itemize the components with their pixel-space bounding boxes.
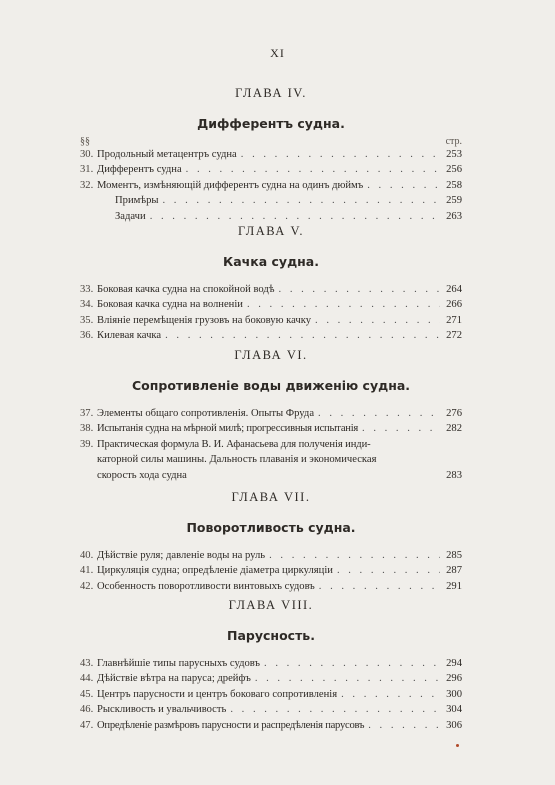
page-column-label: стр. — [445, 136, 462, 147]
chapter-6 — [80, 346, 462, 483]
leader-dots — [362, 421, 440, 436]
toc-entry[interactable]: 34. Боковая качка судна на волненіи . . . 266 — [80, 297, 462, 312]
chapter-title: Поворотливость судна. — [186, 520, 356, 535]
leader-dots — [247, 297, 440, 312]
toc-entry[interactable]: 37. Элементы общаго сопротивленія. Опыты Фруда . . . 276 — [80, 406, 462, 421]
leader-dots — [269, 548, 440, 563]
toc-entry[interactable]: 38. Испытанія судна на мѣрной милѣ; прогрессивныя испытанія . . . 282 — [80, 421, 462, 436]
toc-entry[interactable]: 33. Боковая качка судна на спокойной водѣ . . . 264 — [80, 282, 462, 297]
toc-entry[interactable]: Примѣры . . . 259 — [80, 193, 462, 208]
toc-entry[interactable]: 42. Особенность поворотливости винтовыхъ судовъ . . . 291 — [80, 579, 462, 594]
chapter-title: Парусность. — [227, 628, 315, 643]
chapter-heading: ГЛАВА IV. — [235, 86, 307, 100]
chapter-heading: ГЛАВА VIII. — [228, 598, 314, 612]
leader-dots — [367, 178, 440, 193]
toc-entry[interactable]: 44. Дѣйствіе вѣтра на паруса; дрейфъ . . . 296 — [80, 671, 462, 686]
leader-dots — [341, 687, 440, 702]
chapter-heading: ГЛАВА V. — [237, 224, 305, 238]
section-symbol: §§ — [80, 136, 90, 147]
leader-dots — [186, 162, 440, 177]
toc-entry[interactable]: 40. Дѣйствіе руля; давленіе воды на руль . . . 285 — [80, 548, 462, 563]
leader-dots — [318, 406, 440, 421]
chapter-title: Дифферентъ судна. — [197, 116, 345, 131]
toc-entry[interactable]: 39. Практическая формула В. И. Афанасьева для полученія инди- каторной силы машины. Дальность плаванія и экономическая скорость хода судна 283 — [80, 438, 462, 481]
leader-dots — [255, 671, 440, 686]
leader-dots — [264, 656, 440, 671]
paper-speck — [456, 744, 459, 747]
leader-dots — [315, 313, 440, 328]
toc-entry[interactable]: 30. Продольный метацентръ судна . . . 253 — [80, 147, 462, 162]
leader-dots — [165, 328, 440, 343]
leader-dots — [368, 718, 440, 733]
leader-dots — [279, 282, 440, 297]
toc-entry[interactable]: 32. Моментъ, измѣняющій дифферентъ судна на одинъ дюймъ . . . 258 — [80, 178, 462, 193]
chapter-8 — [80, 596, 462, 733]
chapter-heading: ГЛАВА VII. — [231, 490, 311, 504]
toc-entry[interactable]: 41. Циркуляція судна; опредѣленіе діаметра циркуляціи . . . 287 — [80, 563, 462, 578]
chapter-4 — [80, 84, 462, 224]
chapter-5 — [80, 222, 462, 344]
chapter-title: Качка судна. — [223, 254, 319, 269]
leader-dots — [337, 563, 440, 578]
toc-entry[interactable]: 46. Рыскливость и увальчивость . . . 304 — [80, 702, 462, 717]
toc-entry[interactable]: 45. Центръ парусности и центръ боковаго сопротивленія . . . 300 — [80, 687, 462, 702]
chapter-heading: ГЛАВА VI. — [234, 348, 308, 362]
leader-dots — [230, 702, 440, 717]
chapter-title: Сопротивленіе воды движенію судна. — [131, 378, 411, 393]
toc-entry[interactable]: 31. Дифферентъ судна . . . 256 — [80, 162, 462, 177]
toc-entry[interactable]: 47. Опредѣленіе размѣровъ парусности и распредѣленія парусовъ . . . 306 — [80, 718, 462, 733]
column-header — [80, 136, 462, 147]
leader-dots — [163, 193, 441, 208]
toc-entry[interactable]: Задачи . . . 263 — [80, 209, 462, 224]
chapter-7 — [80, 488, 462, 594]
toc-entry[interactable]: 43. Главнѣйшіе типы парусныхъ судовъ . . . 294 — [80, 656, 462, 671]
leader-dots — [319, 579, 440, 594]
leader-dots — [241, 147, 440, 162]
page-number: XI — [270, 46, 285, 60]
toc-entry[interactable]: 35. Вліяніе перемѣщенія грузовъ на боковую качку . . . 271 — [80, 313, 462, 328]
toc-entry[interactable]: 36. Килевая качка . . . 272 — [80, 328, 462, 343]
